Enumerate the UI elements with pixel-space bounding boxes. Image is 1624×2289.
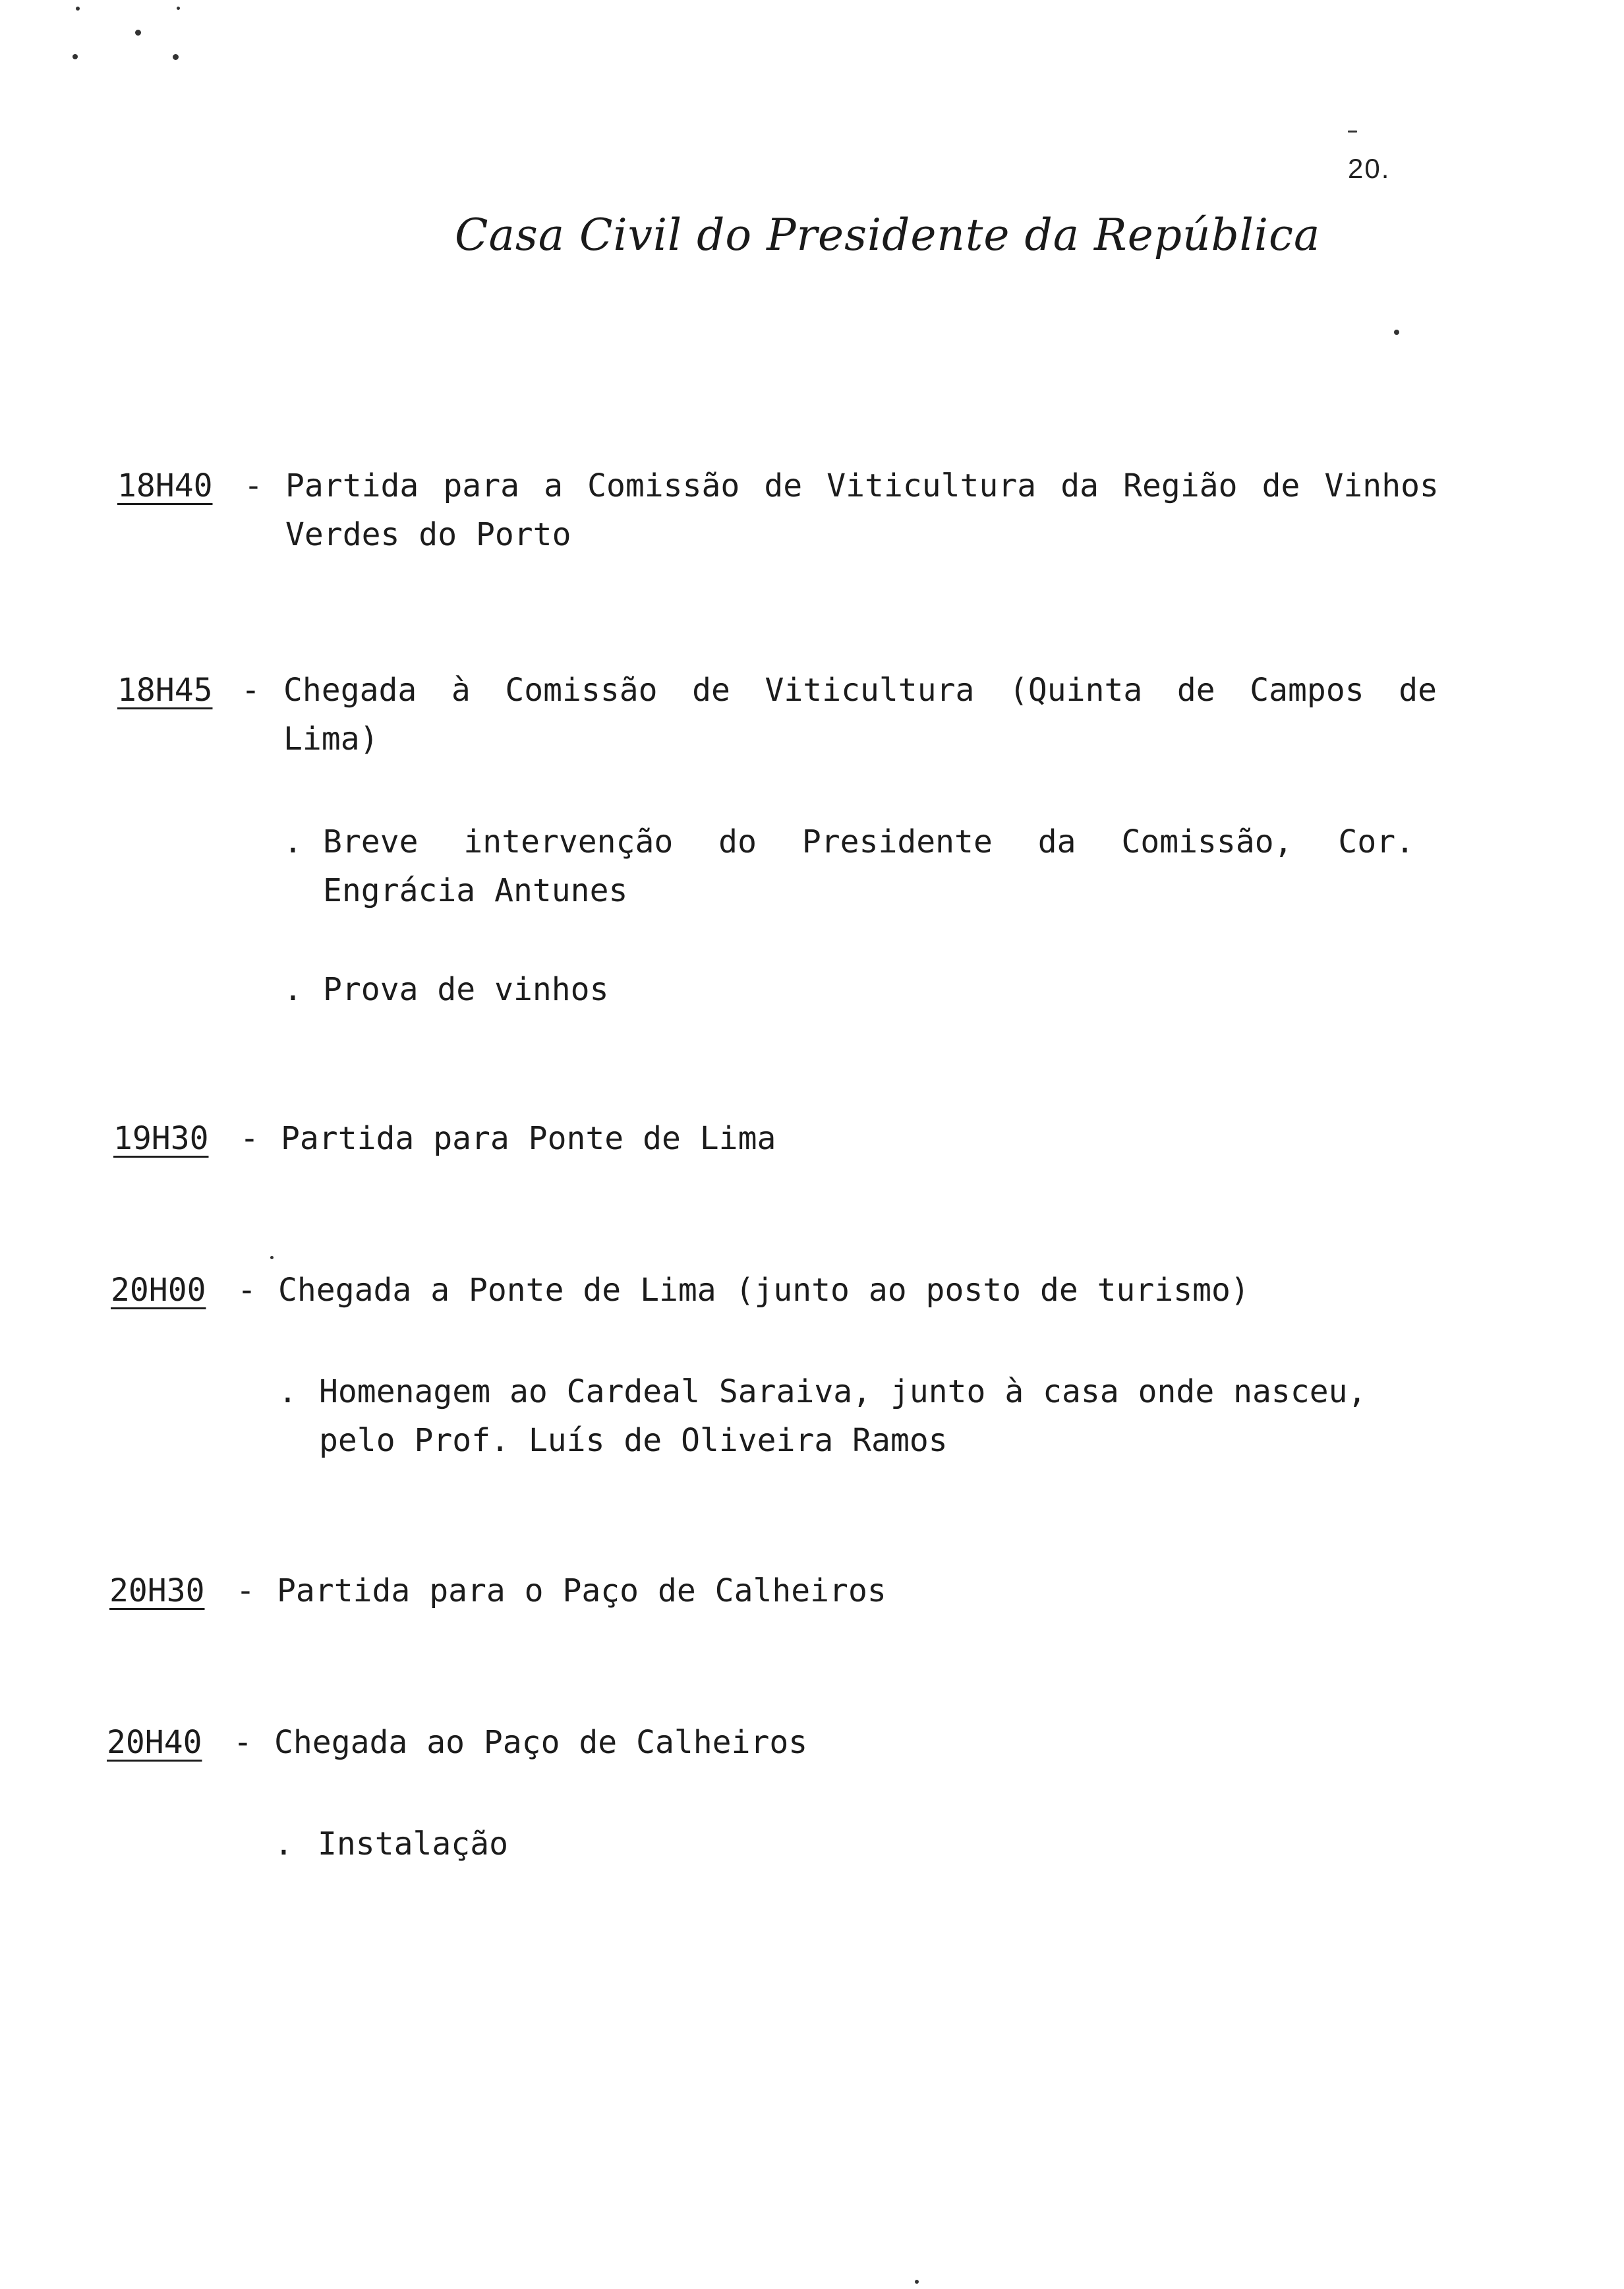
entry-text: Lima) <box>283 721 379 758</box>
scan-speck <box>72 54 78 59</box>
entry-dash: - <box>240 1120 259 1157</box>
entry-dash: - <box>244 467 263 504</box>
entry-time: 20H30 <box>109 1572 205 1609</box>
bullet-text: Instalação <box>318 1826 508 1862</box>
entry-word: de <box>1399 672 1437 709</box>
entry-word: de <box>1262 467 1300 504</box>
entry-time: 20H00 <box>111 1272 206 1309</box>
entry-word: Comissão <box>587 467 740 504</box>
scan-speck <box>135 30 141 36</box>
bullet-text: Homenagem ao Cardeal Saraiva, junto à casa onde nasceu, <box>319 1373 1367 1410</box>
entry-word: de <box>764 467 803 504</box>
bullet-marker: . <box>278 1373 297 1410</box>
entry-dash: - <box>237 1272 256 1309</box>
entry-text: Partida para Ponte de Lima <box>281 1120 776 1157</box>
entry-word: de <box>692 672 730 709</box>
entry-word: Partida <box>285 467 419 504</box>
entry-word: à <box>451 672 471 709</box>
scan-speck <box>1348 131 1357 133</box>
bullet-marker: . <box>283 823 303 860</box>
entry-word: a <box>544 467 563 504</box>
entry-text-line <box>283 666 1437 715</box>
entry-word: Comissão <box>505 672 658 709</box>
entry-text-line <box>285 461 1439 510</box>
bullet-text: Breve intervenção do Presidente da Comissão, Cor. <box>323 823 1415 860</box>
page-number: 20. <box>1348 153 1391 184</box>
entry-dash: - <box>233 1724 252 1761</box>
bullet-marker: . <box>283 971 303 1008</box>
entry-word: da <box>1060 467 1099 504</box>
bullet-text: pelo Prof. Luís de Oliveira Ramos <box>319 1422 948 1459</box>
entry-text: Verdes do Porto <box>285 516 571 553</box>
bullet-text: Engrácia Antunes <box>323 872 628 909</box>
letterhead-title: Casa Civil do Presidente da República <box>455 210 1321 260</box>
scan-speck <box>915 2280 919 2284</box>
entry-word: (Quinta <box>1008 672 1143 709</box>
bullet-marker: . <box>274 1826 293 1862</box>
entry-time: 18H40 <box>117 467 213 504</box>
bullet-text: Prova de vinhos <box>323 971 609 1008</box>
entry-word: Viticultura <box>826 467 1037 504</box>
entry-time: 20H40 <box>107 1724 202 1761</box>
entry-word: de <box>1176 672 1215 709</box>
entry-time: 18H45 <box>117 672 213 709</box>
entry-text: Chegada a Ponte de Lima (junto ao posto de turismo) <box>278 1272 1250 1309</box>
entry-word: Vinhos <box>1324 467 1439 504</box>
entry-word: para <box>443 467 519 504</box>
entry-word: Chegada <box>283 672 417 709</box>
entry-word: Campos <box>1250 672 1364 709</box>
scan-speck <box>270 1256 274 1259</box>
entry-time: 19H30 <box>113 1120 209 1157</box>
scan-speck <box>173 54 179 60</box>
scan-speck <box>1394 330 1399 335</box>
scan-speck <box>76 7 80 11</box>
entry-dash: - <box>236 1572 255 1609</box>
entry-word: Viticultura <box>765 672 975 709</box>
entry-word: Região <box>1123 467 1238 504</box>
scan-speck <box>177 7 180 10</box>
entry-text: Chegada ao Paço de Calheiros <box>274 1724 808 1761</box>
entry-dash: - <box>241 672 260 709</box>
entry-text: Partida para o Paço de Calheiros <box>277 1572 886 1609</box>
